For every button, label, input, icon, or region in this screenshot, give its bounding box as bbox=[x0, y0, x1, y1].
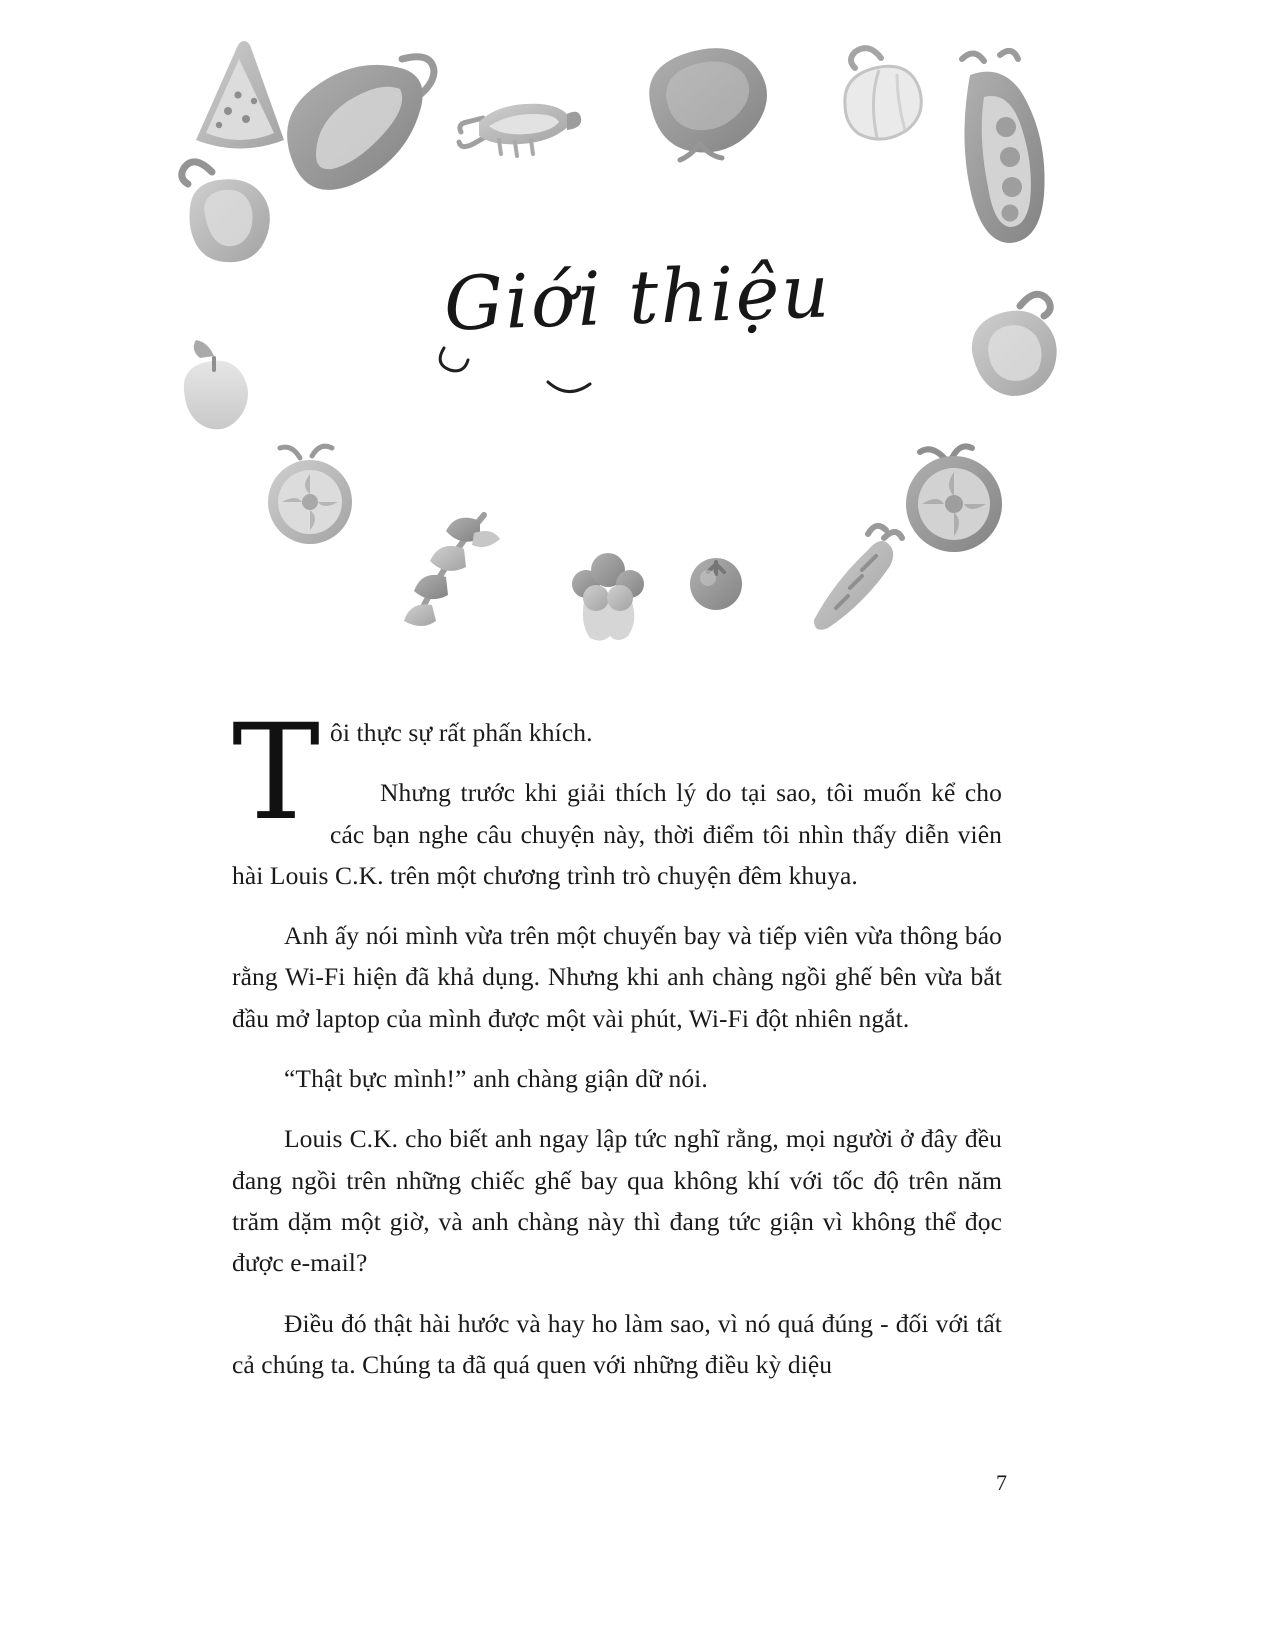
cucumber-illustration bbox=[287, 57, 434, 190]
tomato-slice-illustration bbox=[268, 446, 352, 544]
paragraph-5-text: Louis C.K. cho biết anh ngay lập tức nghĩ rằng, mọi người ở đây đều đang ngồi trên những chiếc ghế bay qua không khí với tốc độ trên năm trăm dặm một giờ, và anh chàng này thì đang tức giận vì không thể đọc được e-mail? bbox=[232, 1124, 1002, 1278]
bell-pepper-left-illustration bbox=[182, 162, 270, 262]
tomato-illustration bbox=[906, 446, 1002, 552]
chapter-title-wrap bbox=[0, 248, 1275, 348]
page-number: 7 bbox=[996, 1470, 1007, 1495]
carrot-illustration bbox=[814, 526, 902, 630]
apple-illustration bbox=[184, 340, 248, 429]
paragraph-1-text: ôi thực sự rất phấn khích. bbox=[330, 718, 593, 747]
shrimp-illustration bbox=[459, 104, 581, 156]
pea-pod-illustration bbox=[962, 51, 1045, 243]
paragraph-3-text: Anh ấy nói mình vừa trên một chuyến bay và tiếp viên vừa thông báo rằng Wi-Fi hiện đã khả dụng. Nhưng khi anh chàng ngồi ghế bên vừa bắt đầu mở laptop của mình được một vài phút, Wi-Fi đột nhiên ngắt. bbox=[232, 921, 1002, 1033]
paragraph-4-text: “Thật bực mình!” anh chàng giận dữ nói. bbox=[284, 1064, 708, 1094]
drop-cap: T bbox=[232, 712, 321, 850]
watermelon-slice-illustration bbox=[196, 41, 284, 149]
chapter-title: Giới thiệu bbox=[442, 248, 833, 348]
parsley-illustration bbox=[404, 515, 500, 626]
paragraph-2-text: Nhưng trước khi giải thích lý do tại sao, tôi muốn kể cho các bạn nghe câu chuyện này, thời điểm tôi nhìn thấy diễn viên hài Louis C.K. trên một chương trình trò chuyện đêm khuya. bbox=[232, 778, 1002, 890]
paragraph-1 bbox=[232, 712, 1002, 915]
garlic-illustration bbox=[845, 48, 921, 139]
paragraph-6-text: Điều đó thật hài hước và hay ho làm sao, vì nó quá đúng - đối với tất cả chúng ta. Chúng ta đã quá quen với những điều kỳ diệu bbox=[232, 1308, 1002, 1379]
body-text bbox=[232, 712, 1002, 1404]
potato-illustration bbox=[649, 48, 767, 160]
blueberry-illustration bbox=[690, 558, 742, 610]
broccoli-illustration bbox=[572, 553, 644, 641]
title-flourish bbox=[0, 330, 1275, 405]
